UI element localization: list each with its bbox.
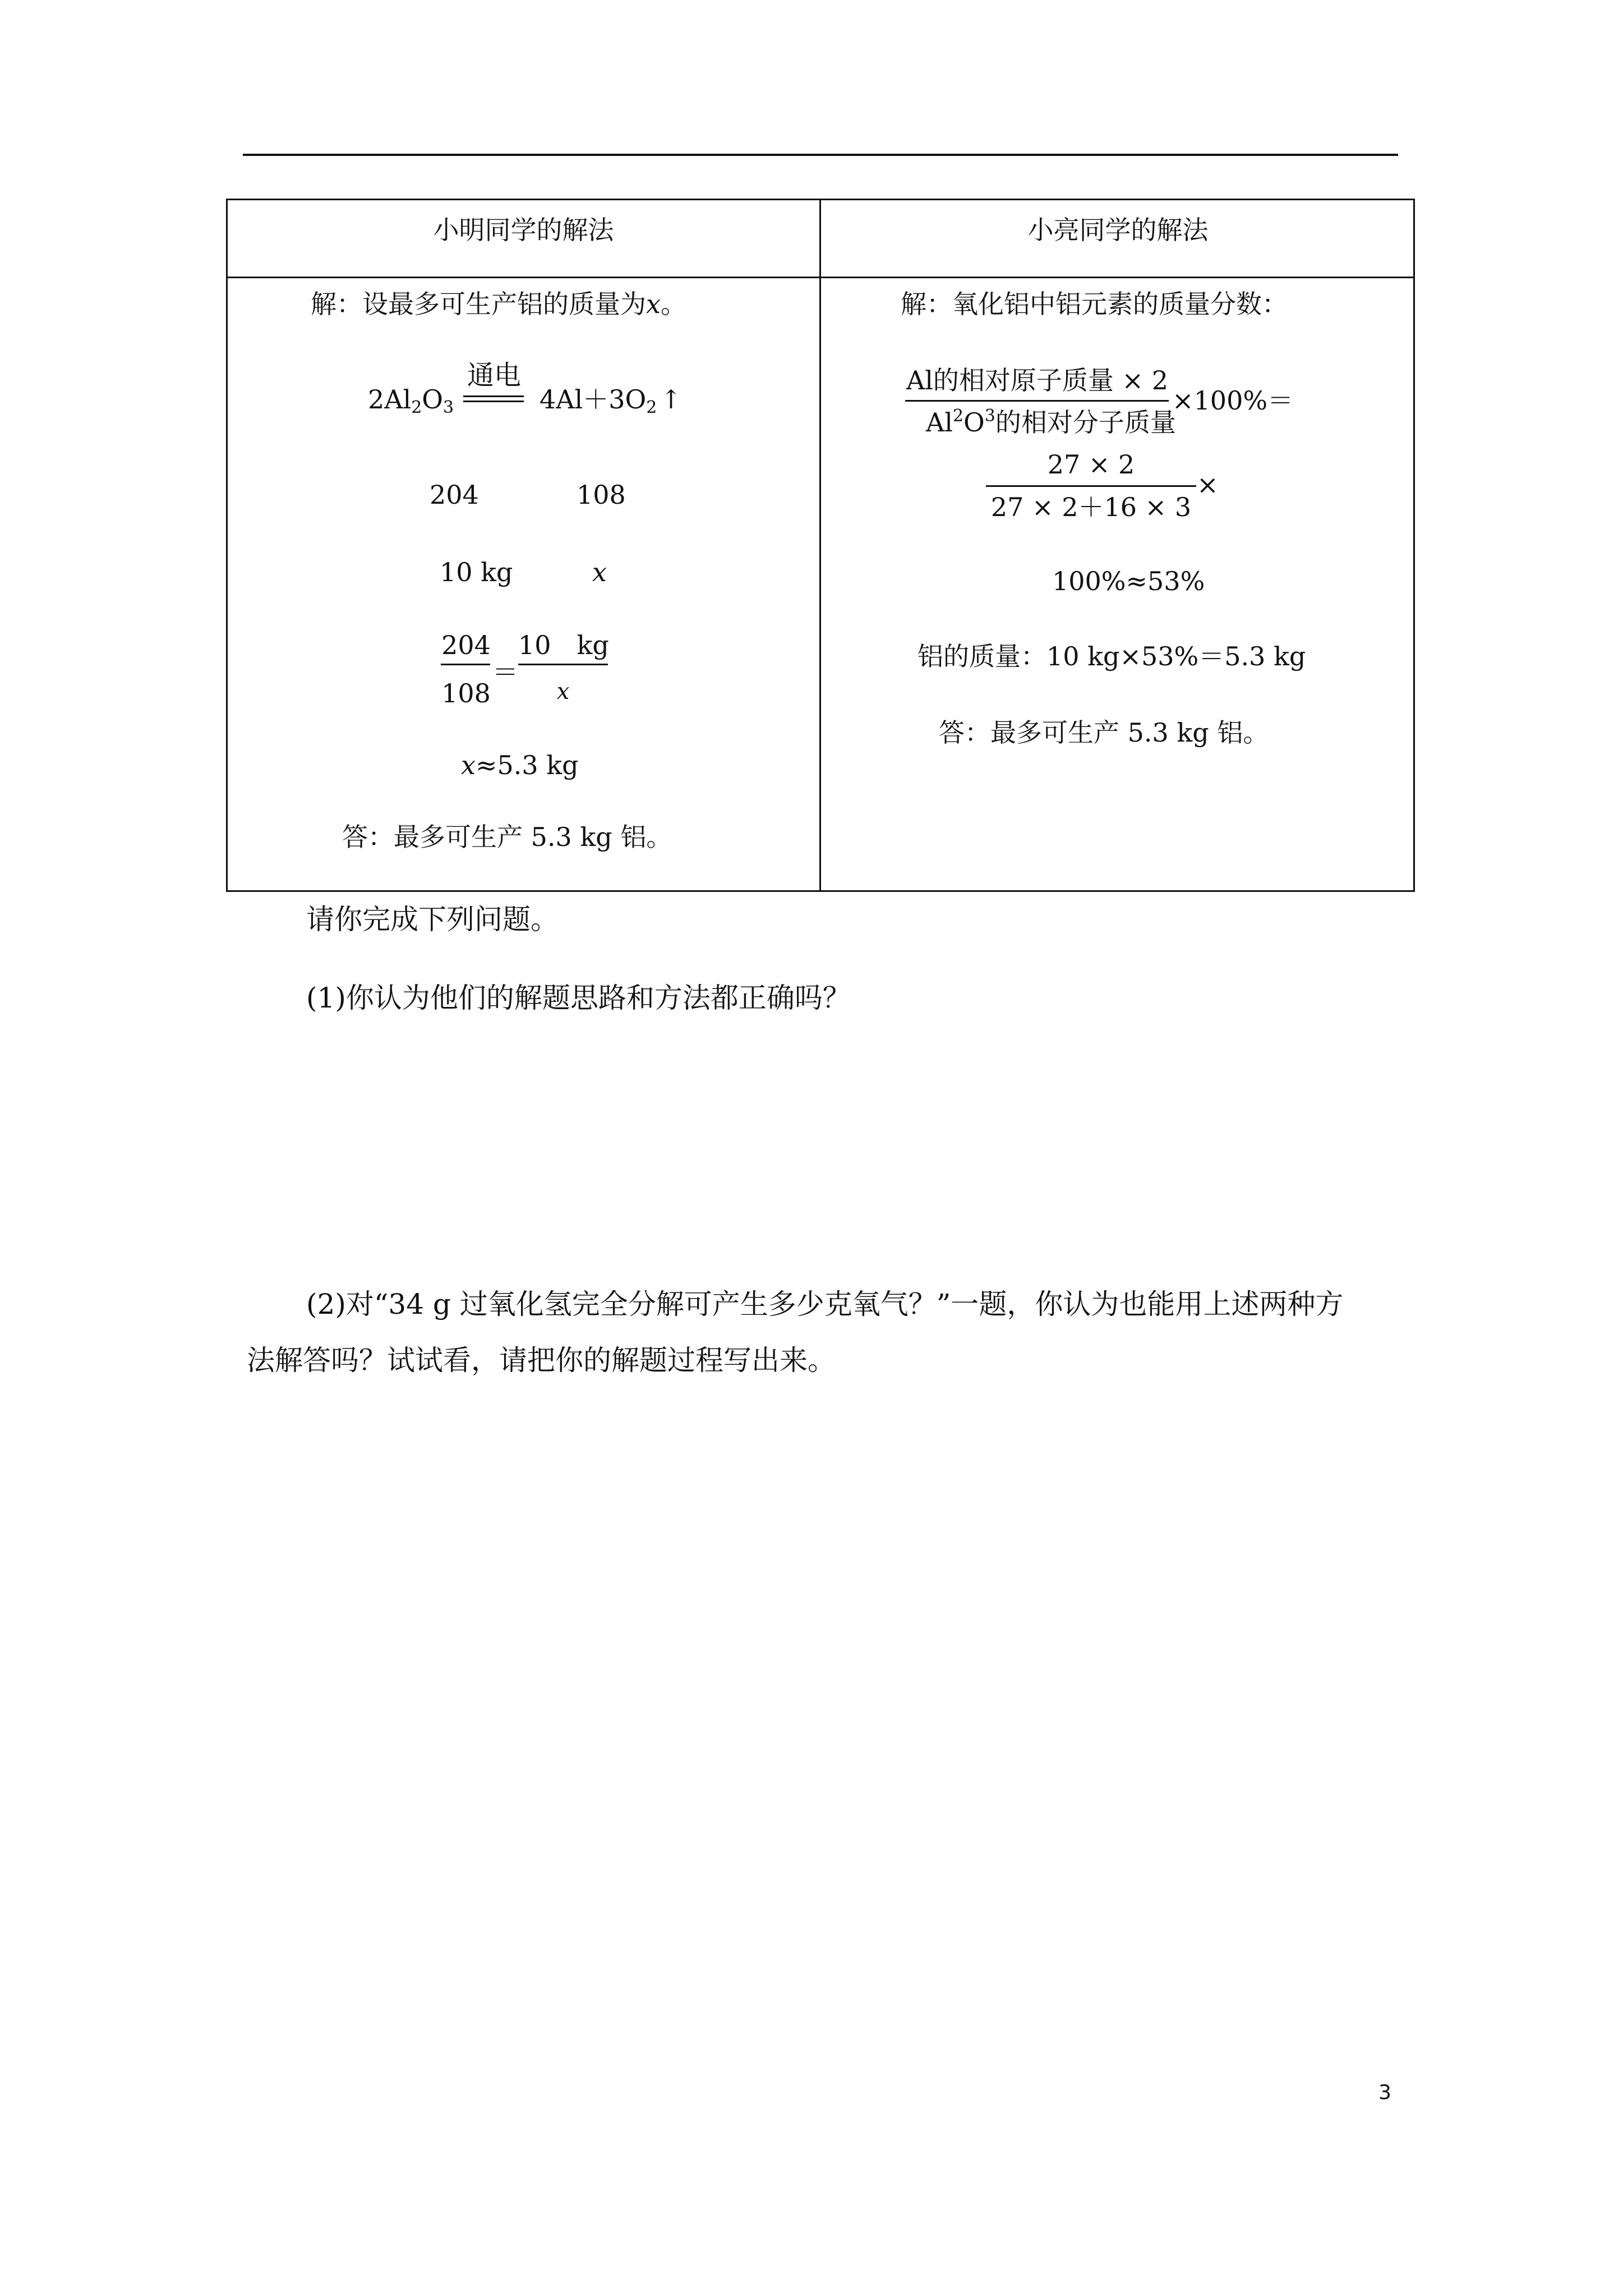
- table-column-divider: [819, 200, 821, 890]
- left-ratio-equals: ＝: [492, 657, 518, 687]
- instructions-text: 请你完成下列问题。: [306, 903, 559, 936]
- left-equation-product: $4Al+3O_2$ ↑: [540, 384, 682, 417]
- right-fraction1-denominator: $Al^2O^3$的相对分子质量: [926, 406, 1176, 438]
- right-setup-line: 解：氧化铝中铝元素的质量分数：: [901, 289, 1288, 319]
- left-ratio-right-bar: [518, 664, 608, 665]
- left-ratio-left-denominator: 108: [441, 678, 491, 708]
- right-fraction1-tail: ×100%＝: [1172, 385, 1294, 416]
- left-ratio-left-bar: [441, 664, 490, 665]
- right-fraction2-bar: [986, 485, 1196, 487]
- question-2-line-1: (2)对“34 g 过氧化氢完全分解可产生多少克氧气？”一题，你认为也能用上述两种方: [306, 1288, 1344, 1320]
- left-equation-double-bar: [463, 395, 524, 402]
- left-mass-1: 204: [430, 480, 479, 510]
- question-2-line-2: 法解答吗？试试看，请把你的解题过程写出来。: [247, 1344, 836, 1377]
- question-1: (1)你认为他们的解题思路和方法都正确吗？: [306, 982, 851, 1014]
- right-fraction1-numerator: Al的相对原子质量 × 2: [906, 365, 1168, 395]
- left-ratio-left-numerator: 204: [441, 630, 491, 660]
- left-ratio-right-denominator: x: [556, 679, 570, 705]
- right-fraction2-tail: ×: [1197, 470, 1219, 500]
- header-rule: [243, 154, 1398, 156]
- right-fraction2-numerator: 27 × 2: [1047, 449, 1135, 480]
- left-unknown: x: [592, 557, 607, 587]
- left-given-mass: 10 kg: [440, 557, 513, 587]
- left-equation-condition: 通电: [467, 360, 521, 391]
- left-answer: 答：最多可生产 5.3 kg 铝。: [342, 822, 672, 852]
- left-mass-2: 108: [577, 480, 626, 510]
- right-column-header: 小亮同学的解法: [1027, 215, 1209, 245]
- right-fraction2-denominator: 27 × 2＋16 × 3: [990, 492, 1192, 522]
- table-header-divider: [228, 277, 1413, 278]
- right-mass-line: 铝的质量：10 kg×53%＝5.3 kg: [917, 641, 1306, 671]
- left-column-header: 小明同学的解法: [433, 215, 614, 245]
- left-result: x≈5.3 kg: [461, 750, 579, 780]
- solutions-table: [226, 199, 1415, 892]
- page-number: 3: [1378, 2081, 1391, 2104]
- right-answer: 答：最多可生产 5.3 kg 铝。: [939, 717, 1269, 748]
- left-equation-reactant: $2Al_2O_3$: [368, 384, 454, 417]
- right-fraction1-bar: [905, 400, 1169, 402]
- left-setup-line: 解：设最多可生产铝的质量为x。: [311, 289, 686, 319]
- left-ratio-right-numerator: 10 kg: [518, 630, 609, 660]
- right-percent-result: 100%≈53%: [1052, 566, 1205, 596]
